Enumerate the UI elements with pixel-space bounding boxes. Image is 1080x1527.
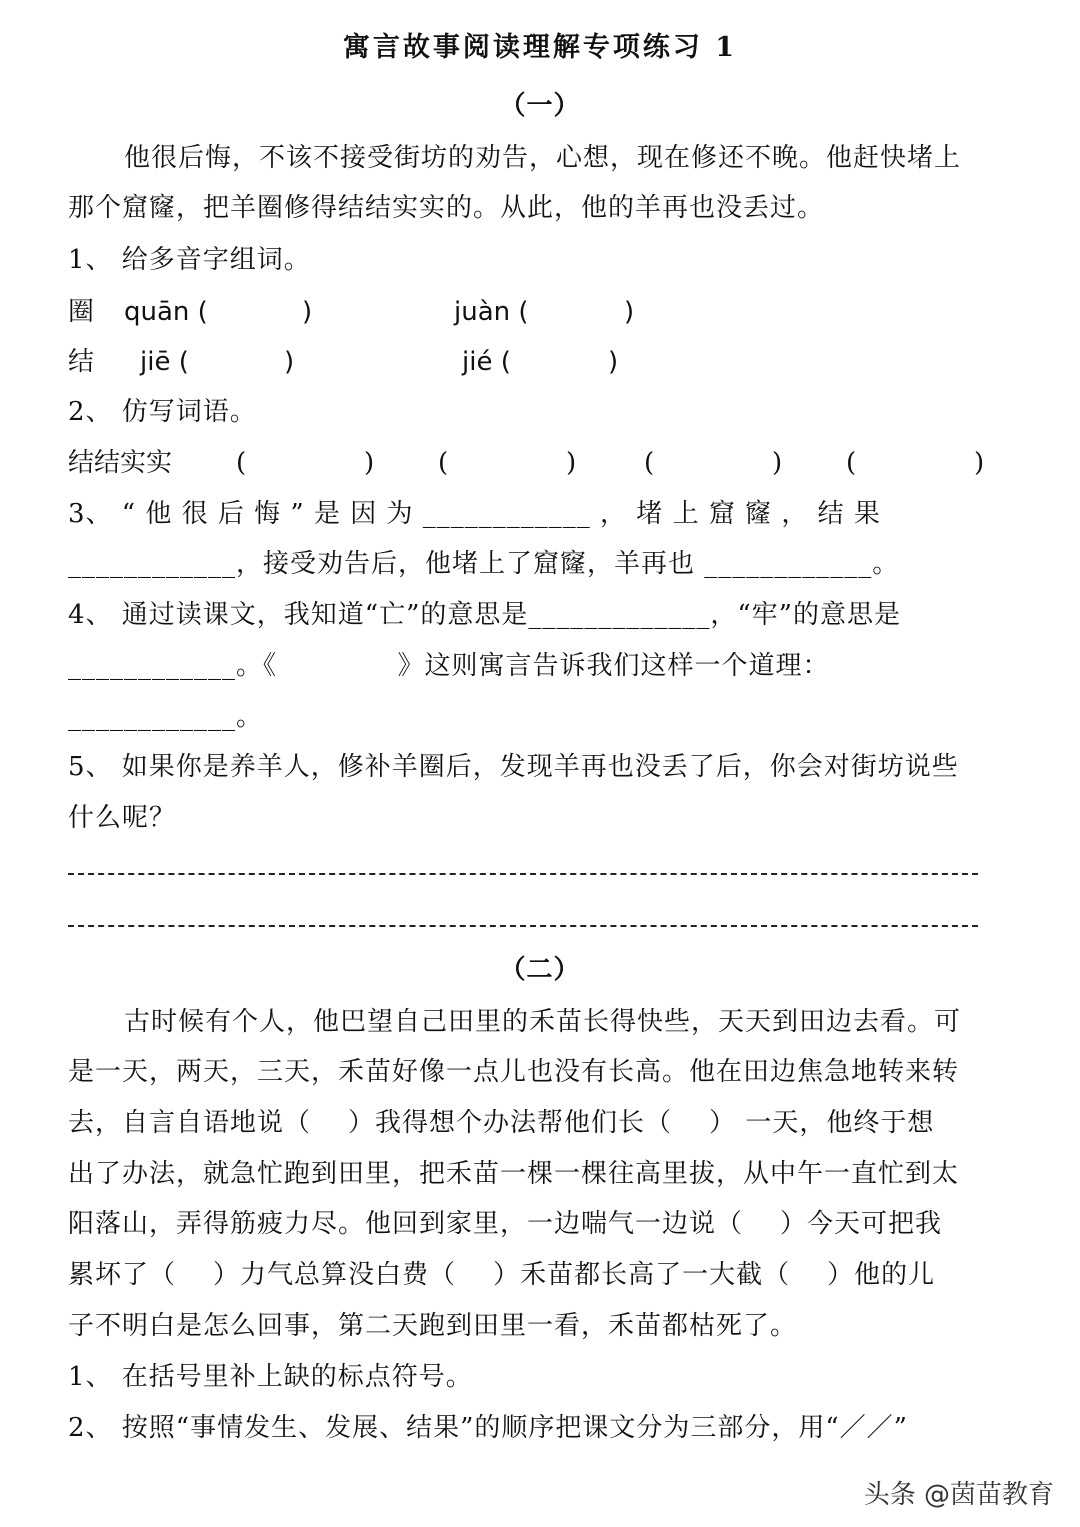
question-3-line: ____________，接受劝告后，他堵上了窟窿，羊再也 ____________。: [68, 549, 900, 579]
question-5-line: 5、 如果你是养羊人，修补羊圈后，发现羊再也没丢了后，你会对街坊说些: [68, 752, 959, 782]
question-2-label: 2、 仿写词语。: [68, 397, 257, 427]
blank-close: ): [364, 448, 375, 478]
pinyin-close: ): [284, 347, 295, 377]
blank-close: ): [974, 448, 985, 478]
section-2-passage-line: 出了办法，就急忙跑到田里，把禾苗一棵一棵往高里拔，从中午一直忙到太: [68, 1159, 960, 1189]
section-1-heading: （一）: [499, 91, 581, 121]
pinyin-close: ): [624, 297, 635, 327]
pinyin-close: ): [302, 297, 313, 327]
answer-line: [68, 873, 978, 875]
pinyin-open: jiē (: [140, 347, 189, 377]
imitation-example: 结结实实: [68, 448, 173, 478]
answer-line: [68, 925, 978, 927]
pinyin-close: ): [608, 347, 619, 377]
section-2-passage-line: 古时候有个人，他巴望自己田里的禾苗长得快些，天天到田边去看。可: [124, 1007, 962, 1037]
blank-open: (: [236, 448, 247, 478]
question-4-line: ____________。: [68, 702, 264, 732]
blank-close: ): [772, 448, 783, 478]
section-2-heading: （二）: [499, 955, 581, 985]
imitation-row: [68, 443, 1018, 483]
blank-close: ): [566, 448, 577, 478]
pinyin-open: quān (: [124, 297, 208, 327]
question-1-label: 1、 给多音字组词。: [68, 245, 311, 275]
question-4-line: 4、 通过读课文，我知道“亡”的意思是_____________，“牢”的意思是: [68, 600, 901, 630]
polyphone-char: 结: [68, 347, 95, 377]
blank-open: (: [644, 448, 655, 478]
question-5-line: 什么呢？: [68, 803, 177, 833]
blank-open: (: [438, 448, 449, 478]
document-title: 寓言故事阅读理解专项练习 1: [342, 32, 738, 63]
section-2-question-2: 2、 按照“事情发生、发展、结果”的顺序把课文分为三部分，用“／／”: [68, 1413, 908, 1443]
section-2-passage-line: 阳落山，弄得筋疲力尽。他回到家里，一边喘气一边说（ ）今天可把我: [68, 1209, 943, 1239]
section-2-passage-line: 是一天，两天，三天，禾苗好像一点儿也没有长高。他在田边焦急地转来转: [68, 1057, 960, 1087]
section-2-passage-line: 去，自言自语地说（ ）我得想个办法帮他们长（ ） 一天，他终于想: [68, 1108, 935, 1138]
polyphone-char: 圈: [68, 297, 95, 327]
pinyin-open: juàn (: [454, 297, 529, 327]
polyphone-row-quan: [68, 292, 1018, 332]
pinyin-open: jié (: [462, 347, 511, 377]
question-4-line: ____________。《 》这则寓言告诉我们这样一个道理：: [68, 651, 830, 681]
section-1-passage-line: 那个窟窿，把羊圈修得结结实实的。从此，他的羊再也没丢过。: [68, 193, 825, 223]
blank-open: (: [846, 448, 857, 478]
section-2-passage-line: 子不明白是怎么回事，第二天跑到田里一看，禾苗都枯死了。: [68, 1311, 798, 1341]
question-3-line: 3、 “ 他 很 后 悔 ” 是 因 为 ____________ ， 堵 上 窟 窿 ， 结 果: [68, 499, 881, 529]
section-2-question-1: 1、 在括号里补上缺的标点符号。: [68, 1362, 473, 1392]
polyphone-row-jie: [68, 342, 1018, 382]
watermark: 头条 @茵苗教育: [863, 1480, 1054, 1510]
section-2-passage-line: 累坏了（ ）力气总算没白费（ ）禾苗都长高了一大截（ ）他的儿: [68, 1260, 936, 1290]
section-1-passage-line: 他很后悔，不该不接受街坊的劝告，心想，现在修还不晚。他赶快堵上: [124, 143, 962, 173]
